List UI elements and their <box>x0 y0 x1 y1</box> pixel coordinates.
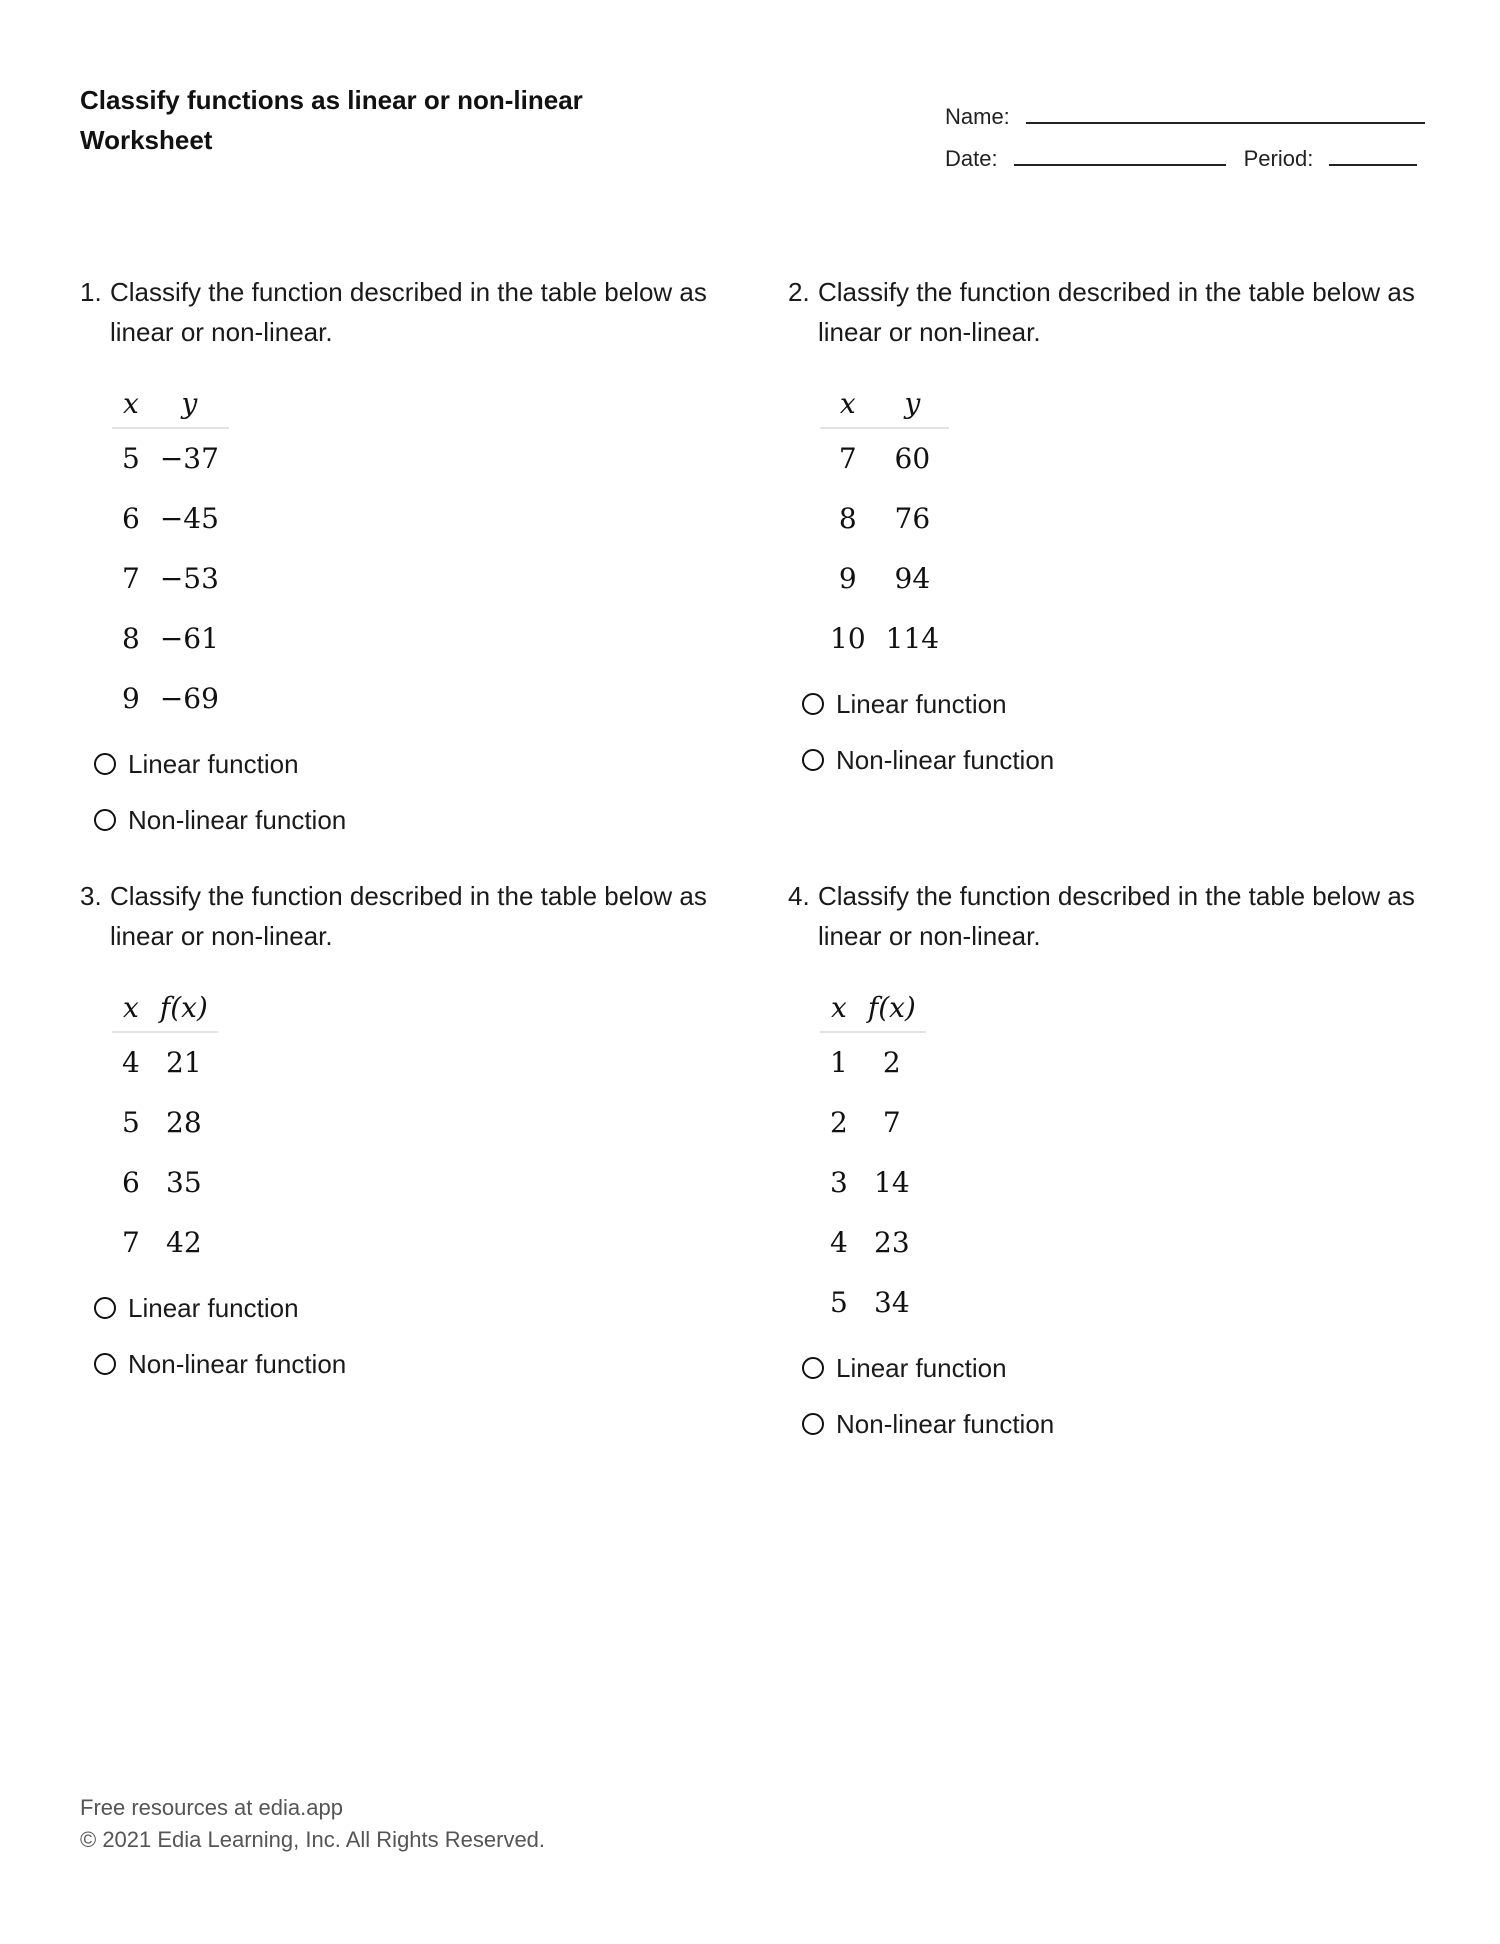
radio-button-icon[interactable] <box>94 753 116 775</box>
y-cell: 28 <box>166 1105 202 1139</box>
choice-label: Linear function <box>836 1352 1007 1383</box>
value-table <box>112 984 218 1272</box>
x-cell: 9 <box>122 681 140 715</box>
question-text: Classify the function described in the table below as linear or non-linear. <box>110 277 707 347</box>
choice-label: Non-linear function <box>128 1348 347 1379</box>
y-cell: 21 <box>166 1046 202 1079</box>
table-row <box>112 608 229 668</box>
choice-linear[interactable] <box>94 1280 720 1336</box>
question-3 <box>80 876 720 1392</box>
x-cell: 5 <box>122 442 140 475</box>
period-label: Period: <box>1243 146 1314 171</box>
table-row <box>820 1212 926 1272</box>
choice-label: Non-linear function <box>128 804 347 835</box>
radio-button-icon[interactable] <box>802 1357 824 1379</box>
question-number: 4. <box>788 881 810 911</box>
question-number: 1. <box>80 277 102 307</box>
choice-non-linear[interactable] <box>802 732 1428 788</box>
choice-label: Linear function <box>128 748 299 779</box>
question-text: Classify the function described in the table below as linear or non-linear. <box>110 881 707 951</box>
x-cell: 8 <box>122 621 140 655</box>
column-header-x: x <box>112 984 150 1032</box>
question-text: Classify the function described in the table below as linear or non-linear. <box>818 881 1415 951</box>
choice-non-linear[interactable] <box>94 1336 720 1392</box>
answer-choices <box>94 1280 720 1392</box>
choice-linear[interactable] <box>802 676 1428 732</box>
y-cell: −53 <box>159 561 219 595</box>
radio-button-icon[interactable] <box>802 749 824 771</box>
table-row <box>820 428 949 488</box>
footer <box>80 1792 545 1856</box>
y-cell: −61 <box>159 621 219 655</box>
worksheet-title <box>80 80 583 160</box>
date-field[interactable] <box>1014 164 1226 166</box>
table-row <box>820 1272 926 1332</box>
y-cell: 14 <box>874 1165 910 1199</box>
table-row <box>112 668 229 728</box>
choice-linear[interactable] <box>802 1340 1428 1396</box>
table-row <box>112 488 229 548</box>
answer-choices <box>802 676 1428 788</box>
name-field[interactable] <box>1026 122 1425 124</box>
y-cell: 2 <box>882 1046 901 1079</box>
x-cell: 1 <box>830 1046 848 1079</box>
title-line-1: Classify functions as linear or non-linear <box>80 85 583 115</box>
question-number: 3. <box>80 881 102 911</box>
question-2 <box>788 272 1428 788</box>
question-number: 2. <box>788 277 810 307</box>
x-cell: 4 <box>830 1225 848 1259</box>
y-cell: −45 <box>159 501 219 535</box>
answer-choices <box>802 1340 1428 1452</box>
table-row <box>820 1032 926 1092</box>
y-cell: 94 <box>894 561 931 595</box>
y-cell: −69 <box>159 681 219 715</box>
value-table <box>112 380 229 728</box>
x-cell: 3 <box>830 1165 848 1199</box>
y-cell: 76 <box>894 501 931 535</box>
value-table <box>820 984 926 1332</box>
column-header-y: y <box>150 380 229 428</box>
table-row <box>112 1152 218 1212</box>
y-cell: 23 <box>874 1225 910 1259</box>
footer-resources: Free resources at edia.app <box>80 1795 343 1820</box>
footer-copyright: © 2021 Edia Learning, Inc. All Rights Reserved. <box>80 1827 546 1852</box>
column-header-x: x <box>820 984 858 1032</box>
column-header-fx: f(x) <box>150 984 218 1032</box>
column-header-x: x <box>112 380 150 428</box>
column-header-y: y <box>876 380 949 428</box>
x-cell: 5 <box>122 1105 140 1139</box>
y-cell: 35 <box>166 1165 202 1199</box>
x-cell: 4 <box>122 1046 140 1079</box>
radio-button-icon[interactable] <box>94 809 116 831</box>
x-cell: 10 <box>830 621 866 655</box>
y-cell: 34 <box>874 1285 910 1319</box>
column-header-x: x <box>820 380 876 428</box>
question-1 <box>80 272 720 848</box>
x-cell: 2 <box>830 1105 848 1139</box>
date-period-row <box>945 130 1425 172</box>
x-cell: 6 <box>122 1165 140 1199</box>
question-prompt <box>788 272 1428 352</box>
column-header-fx: f(x) <box>858 984 926 1032</box>
value-table <box>820 380 949 668</box>
choice-non-linear[interactable] <box>802 1396 1428 1452</box>
x-cell: 8 <box>838 501 857 535</box>
choice-linear[interactable] <box>94 736 720 792</box>
name-row <box>945 88 1425 130</box>
x-cell: 9 <box>838 561 857 595</box>
y-cell: 114 <box>885 621 940 655</box>
choice-label: Linear function <box>128 1292 299 1323</box>
student-info <box>945 88 1425 172</box>
y-cell: 42 <box>166 1225 202 1259</box>
question-4 <box>788 876 1428 1452</box>
table-row <box>820 608 949 668</box>
table-row <box>820 1092 926 1152</box>
question-prompt <box>80 272 720 352</box>
table-row <box>820 1152 926 1212</box>
radio-button-icon[interactable] <box>94 1353 116 1375</box>
question-prompt <box>80 876 720 956</box>
radio-button-icon[interactable] <box>94 1297 116 1319</box>
table-row <box>820 548 949 608</box>
x-cell: 7 <box>122 1225 140 1259</box>
choice-non-linear[interactable] <box>94 792 720 848</box>
table-row <box>112 428 229 488</box>
choice-label: Linear function <box>836 688 1007 719</box>
answer-choices <box>94 736 720 848</box>
question-text: Classify the function described in the table below as linear or non-linear. <box>818 277 1415 347</box>
y-cell: 7 <box>882 1105 901 1139</box>
x-cell: 7 <box>122 561 140 595</box>
choice-label: Non-linear function <box>836 1408 1055 1439</box>
choice-label: Non-linear function <box>836 744 1055 775</box>
table-row <box>112 1092 218 1152</box>
x-cell: 6 <box>122 501 140 535</box>
period-field[interactable] <box>1329 164 1417 166</box>
title-line-2: Worksheet <box>80 125 213 155</box>
radio-button-icon[interactable] <box>802 1413 824 1435</box>
name-label: Name: <box>945 104 1010 129</box>
x-cell: 5 <box>830 1285 848 1319</box>
table-row <box>112 1032 218 1092</box>
date-label: Date: <box>945 146 998 171</box>
radio-button-icon[interactable] <box>802 693 824 715</box>
x-cell: 7 <box>838 442 857 475</box>
question-prompt <box>788 876 1428 956</box>
y-cell: −37 <box>159 442 219 475</box>
y-cell: 60 <box>894 442 931 475</box>
table-row <box>112 1212 218 1272</box>
table-row <box>112 548 229 608</box>
table-row <box>820 488 949 548</box>
